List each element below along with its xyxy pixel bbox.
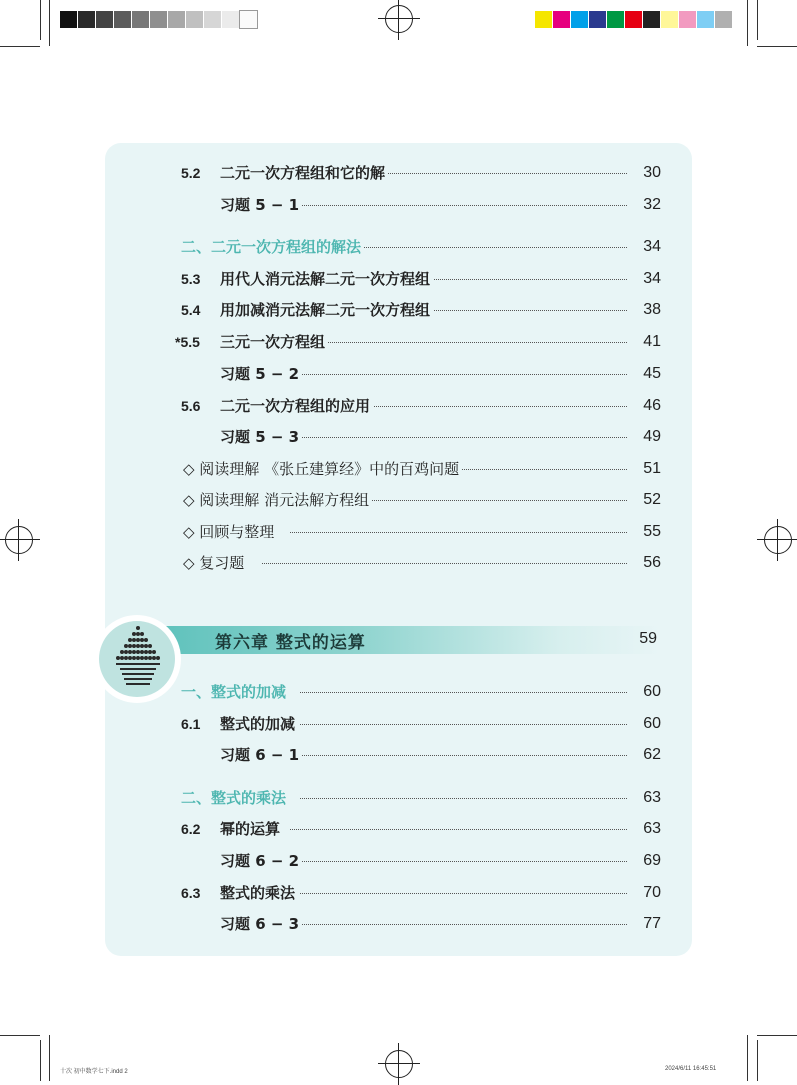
leader-dots bbox=[290, 829, 627, 830]
page-number: 56 bbox=[633, 552, 661, 574]
toc-row[interactable] bbox=[0, 787, 797, 809]
section-number: 5.4 bbox=[181, 302, 201, 318]
toc-row[interactable] bbox=[0, 458, 797, 480]
page-number: 46 bbox=[633, 395, 661, 417]
toc-title: 习题 6 − 2 bbox=[220, 850, 302, 872]
toc-row[interactable] bbox=[0, 268, 797, 290]
page-number: 45 bbox=[633, 363, 661, 385]
toc-row[interactable] bbox=[0, 331, 797, 353]
toc-title: 整式的乘法 bbox=[220, 882, 298, 904]
leader-dots bbox=[300, 692, 627, 693]
toc-title: 用代人消元法解二元一次方程组 bbox=[220, 268, 433, 290]
toc-title: 习题 6 − 1 bbox=[220, 744, 302, 766]
toc-title: 幂的运算 bbox=[220, 818, 283, 840]
page-number: 30 bbox=[633, 162, 661, 184]
leader-dots bbox=[290, 532, 627, 533]
toc-title: ◇ 复习题 bbox=[183, 552, 247, 574]
leader-dots bbox=[300, 861, 627, 862]
page-number: 34 bbox=[633, 236, 661, 258]
toc-row[interactable] bbox=[0, 363, 797, 385]
page-number: 51 bbox=[633, 458, 661, 480]
toc-row[interactable] bbox=[0, 489, 797, 511]
section-number: 6.1 bbox=[181, 716, 201, 732]
leader-dots bbox=[300, 893, 627, 894]
toc-title: ◇ 回顾与整理 bbox=[183, 521, 277, 543]
page-number: 49 bbox=[633, 426, 661, 448]
toc-row[interactable] bbox=[0, 913, 797, 935]
toc-title: 二元一次方程组和它的解 bbox=[220, 162, 388, 184]
page-number: 55 bbox=[633, 521, 661, 543]
toc-title: 三元一次方程组 bbox=[220, 331, 328, 353]
toc-row[interactable] bbox=[0, 552, 797, 574]
toc-title: ◇ 阅读理解 消元法解方程组 bbox=[183, 489, 372, 511]
page-number: 63 bbox=[633, 787, 661, 809]
leader-dots bbox=[300, 374, 627, 375]
footer-slug-right: 2024/6/11 16:45:51 bbox=[665, 1066, 717, 1072]
toc-title: 用加减消元法解二元一次方程组 bbox=[220, 299, 433, 321]
section-number: 5.2 bbox=[181, 165, 201, 181]
toc-row[interactable] bbox=[0, 681, 797, 703]
toc-part-title: 二、二元一次方程组的解法 bbox=[181, 236, 364, 258]
page-number: 63 bbox=[633, 818, 661, 840]
toc-part-title: 二、整式的乘法 bbox=[181, 787, 289, 809]
leader-dots bbox=[300, 798, 627, 799]
toc-row[interactable] bbox=[0, 236, 797, 258]
toc-row[interactable] bbox=[0, 744, 797, 766]
page-number: 70 bbox=[633, 882, 661, 904]
section-number: *5.5 bbox=[175, 334, 200, 350]
section-number: 6.3 bbox=[181, 885, 201, 901]
page-number: 34 bbox=[633, 268, 661, 290]
page-number: 69 bbox=[633, 850, 661, 872]
page-number: 38 bbox=[633, 299, 661, 321]
toc-part-title: 一、整式的加减 bbox=[181, 681, 289, 703]
leader-dots bbox=[262, 563, 627, 564]
toc-title: 习题 5 − 1 bbox=[220, 194, 302, 216]
page-number: 60 bbox=[633, 681, 661, 703]
toc-row[interactable] bbox=[0, 194, 797, 216]
leader-dots bbox=[300, 205, 627, 206]
leader-dots bbox=[300, 755, 627, 756]
page-number: 52 bbox=[633, 489, 661, 511]
page-number: 32 bbox=[633, 194, 661, 216]
toc-row[interactable] bbox=[0, 850, 797, 872]
page-number: 60 bbox=[633, 713, 661, 735]
toc-title: 习题 6 − 3 bbox=[220, 913, 302, 935]
toc-row[interactable] bbox=[0, 882, 797, 904]
section-number: 5.3 bbox=[181, 271, 201, 287]
leader-dots bbox=[300, 342, 627, 343]
section-number: 5.6 bbox=[181, 398, 201, 414]
toc-title: ◇ 阅读理解 《张丘建算经》中的百鸡问题 bbox=[183, 458, 462, 480]
toc-title: 二元一次方程组的应用 bbox=[220, 395, 373, 417]
toc-row[interactable] bbox=[0, 395, 797, 417]
toc-row[interactable] bbox=[0, 521, 797, 543]
section-number: 6.2 bbox=[181, 821, 201, 837]
toc-row[interactable] bbox=[0, 426, 797, 448]
leader-dots bbox=[300, 437, 627, 438]
registration-mark-bottom bbox=[385, 1050, 413, 1078]
page-number: 62 bbox=[633, 744, 661, 766]
leader-dots bbox=[300, 924, 627, 925]
toc-row[interactable] bbox=[0, 162, 797, 184]
chapter-page-number: 59 bbox=[639, 630, 657, 647]
toc-title: 整式的加减 bbox=[220, 713, 298, 735]
leader-dots bbox=[300, 724, 627, 725]
toc-row[interactable] bbox=[0, 299, 797, 321]
footer-slug-left: 十次 初中数学七下.indd 2 bbox=[60, 1069, 128, 1075]
page-number: 77 bbox=[633, 913, 661, 935]
toc-row[interactable] bbox=[0, 818, 797, 840]
registration-mark-top bbox=[385, 5, 413, 33]
toc-title: 习题 5 − 2 bbox=[220, 363, 302, 385]
toc-title: 习题 5 − 3 bbox=[220, 426, 302, 448]
toc-row[interactable] bbox=[0, 713, 797, 735]
chapter-title[interactable]: 第六章 整式的运算 bbox=[215, 633, 366, 653]
page-number: 41 bbox=[633, 331, 661, 353]
